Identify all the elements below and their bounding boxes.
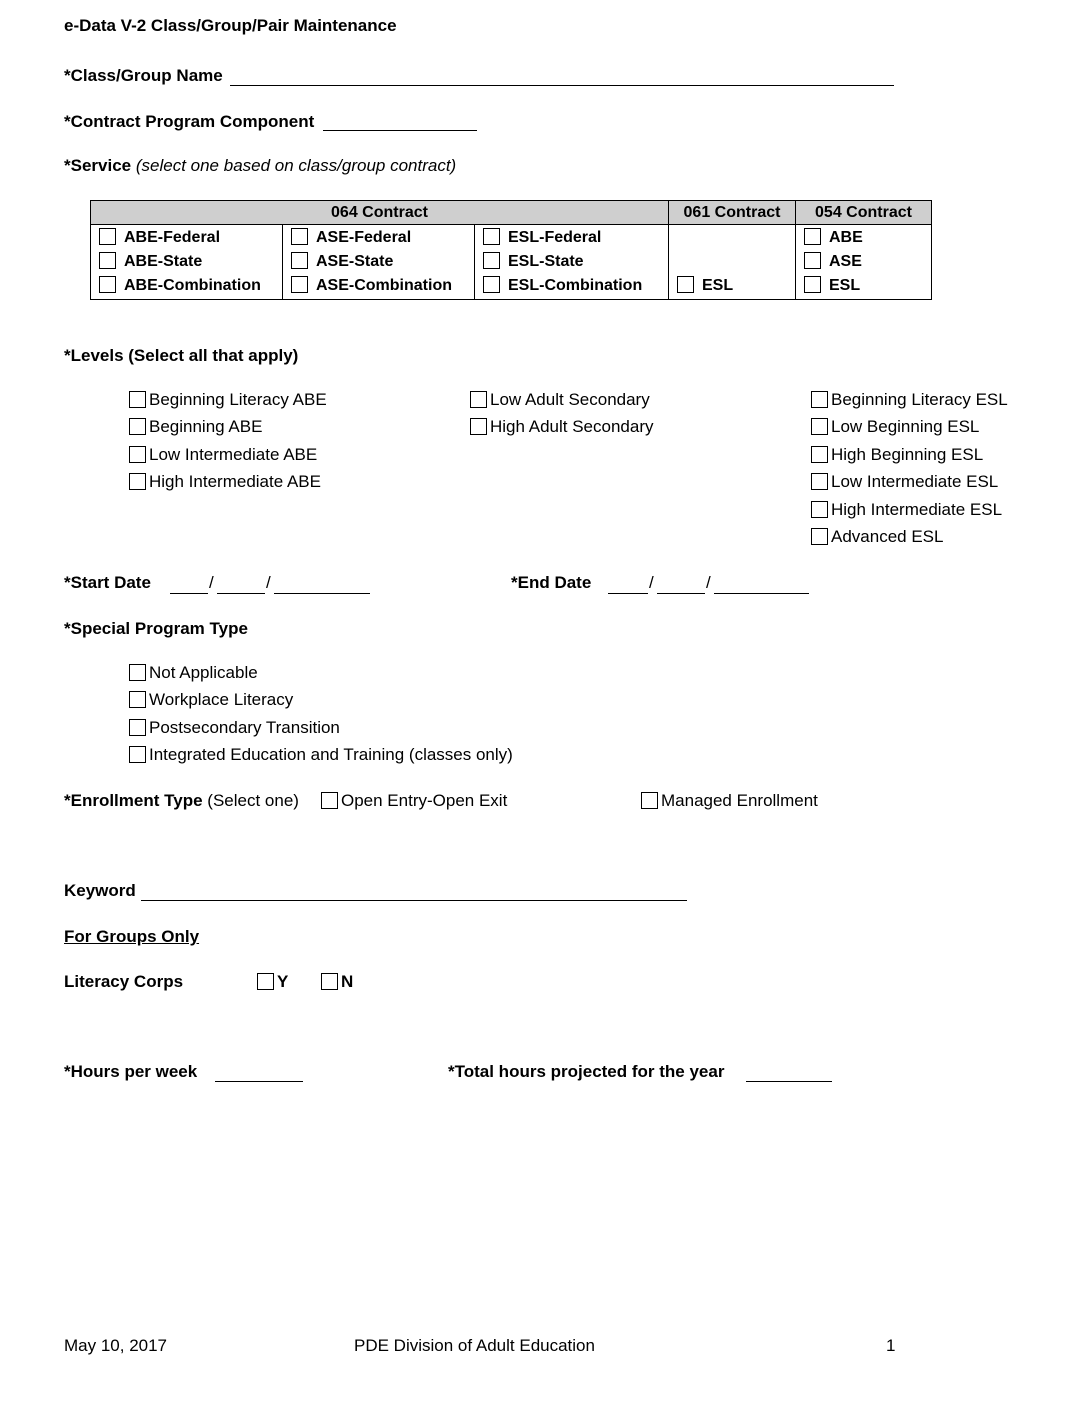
literacy-corps-no[interactable]: N xyxy=(321,972,353,992)
enrollment-hint: (Select one) xyxy=(207,791,299,810)
service-option[interactable]: ABE-Combination xyxy=(91,274,282,298)
level-option[interactable]: Low Intermediate ESL xyxy=(811,472,998,492)
enrollment-option-managed[interactable]: Managed Enrollment xyxy=(641,791,818,811)
date-separator: / xyxy=(209,573,214,592)
service-table xyxy=(90,200,932,300)
checkbox[interactable] xyxy=(321,792,338,809)
enrollment-heading xyxy=(64,791,299,811)
level-option[interactable]: Beginning Literacy ABE xyxy=(129,390,327,410)
checkbox[interactable] xyxy=(129,391,146,408)
levels-label: *Levels (Select all that apply) xyxy=(64,346,299,365)
checkbox[interactable] xyxy=(470,418,487,435)
checkbox[interactable] xyxy=(677,276,694,293)
checkbox[interactable] xyxy=(804,228,821,245)
checkbox[interactable] xyxy=(129,746,146,763)
level-option[interactable]: Low Intermediate ABE xyxy=(129,445,317,465)
checkbox[interactable] xyxy=(483,252,500,269)
contract-component-label: *Contract Program Component xyxy=(64,112,315,131)
hours-per-week-label: *Hours per week xyxy=(64,1062,198,1081)
end-month-field[interactable] xyxy=(608,593,648,594)
checkbox[interactable] xyxy=(99,228,116,245)
esl-column xyxy=(475,225,669,300)
page-number: 1 xyxy=(886,1336,896,1355)
special-program-option[interactable]: Not Applicable xyxy=(129,663,258,683)
class-group-name-field[interactable] xyxy=(230,85,894,86)
service-heading xyxy=(64,156,456,176)
checkbox[interactable] xyxy=(483,228,500,245)
level-option[interactable]: High Beginning ESL xyxy=(811,445,983,465)
level-option[interactable]: Low Beginning ESL xyxy=(811,417,979,437)
checkbox[interactable] xyxy=(129,473,146,490)
service-option[interactable]: ESL-Federal xyxy=(475,226,668,250)
footer-org: PDE Division of Adult Education xyxy=(354,1336,595,1355)
checkbox[interactable] xyxy=(641,792,658,809)
checkbox[interactable] xyxy=(811,473,828,490)
service-option[interactable]: ASE-State xyxy=(283,250,474,274)
level-option[interactable]: Beginning ABE xyxy=(129,417,262,437)
total-hours-label: *Total hours projected for the year xyxy=(448,1062,725,1081)
level-option[interactable]: Advanced ESL xyxy=(811,527,943,547)
special-program-label: *Special Program Type xyxy=(64,619,248,638)
start-date-label: *Start Date xyxy=(64,573,151,592)
keyword-label: Keyword xyxy=(64,881,136,900)
checkbox[interactable] xyxy=(291,228,308,245)
service-option[interactable]: ABE xyxy=(796,226,931,250)
service-hint: (select one based on class/group contract) xyxy=(135,156,457,175)
date-separator: / xyxy=(649,573,654,592)
ase-column xyxy=(283,225,475,300)
checkbox[interactable] xyxy=(811,446,828,463)
checkbox[interactable] xyxy=(99,276,116,293)
special-program-option[interactable]: Postsecondary Transition xyxy=(129,718,340,738)
checkbox[interactable] xyxy=(811,391,828,408)
contract-component-field[interactable] xyxy=(323,130,477,131)
abe-column xyxy=(91,225,283,300)
checkbox[interactable] xyxy=(804,252,821,269)
date-separator: / xyxy=(266,573,271,592)
level-option[interactable]: High Adult Secondary xyxy=(470,417,654,437)
checkbox[interactable] xyxy=(257,973,274,990)
checkbox[interactable] xyxy=(99,252,116,269)
checkbox[interactable] xyxy=(321,973,338,990)
checkbox[interactable] xyxy=(811,418,828,435)
hours-per-week-field[interactable] xyxy=(215,1081,303,1082)
level-option[interactable]: High Intermediate ESL xyxy=(811,500,1002,520)
class-group-name-label: *Class/Group Name xyxy=(64,66,223,85)
literacy-corps-label: Literacy Corps xyxy=(64,972,184,991)
level-option[interactable]: Beginning Literacy ESL xyxy=(811,390,1008,410)
date-separator: / xyxy=(706,573,711,592)
checkbox[interactable] xyxy=(811,528,828,545)
end-year-field[interactable] xyxy=(714,593,809,594)
page-title: e-Data V-2 Class/Group/Pair Maintenance xyxy=(64,16,397,35)
level-option[interactable]: High Intermediate ABE xyxy=(129,472,321,492)
header-064-contract: 064 Contract xyxy=(91,201,669,225)
061-column xyxy=(669,225,796,300)
service-option[interactable]: ASE xyxy=(796,250,931,274)
service-option[interactable]: ASE-Federal xyxy=(283,226,474,250)
service-option[interactable]: ABE-State xyxy=(91,250,282,274)
service-option[interactable]: ASE-Combination xyxy=(283,274,474,298)
end-date-label: *End Date xyxy=(511,573,592,592)
checkbox[interactable] xyxy=(129,691,146,708)
level-option[interactable]: Low Adult Secondary xyxy=(470,390,650,410)
header-054-contract: 054 Contract xyxy=(796,201,932,225)
service-option[interactable]: ESL-State xyxy=(475,250,668,274)
checkbox[interactable] xyxy=(129,664,146,681)
checkbox[interactable] xyxy=(129,446,146,463)
enrollment-option-open[interactable]: Open Entry-Open Exit xyxy=(321,791,507,811)
start-month-field[interactable] xyxy=(170,593,208,594)
checkbox[interactable] xyxy=(129,418,146,435)
keyword-field[interactable] xyxy=(141,900,687,901)
checkbox[interactable] xyxy=(804,276,821,293)
checkbox[interactable] xyxy=(483,276,500,293)
special-program-option[interactable]: Workplace Literacy xyxy=(129,690,293,710)
checkbox[interactable] xyxy=(129,719,146,736)
enrollment-label: *Enrollment Type xyxy=(64,791,203,810)
checkbox[interactable] xyxy=(291,252,308,269)
054-column xyxy=(796,225,932,300)
checkbox[interactable] xyxy=(470,391,487,408)
footer-date: May 10, 2017 xyxy=(64,1336,168,1355)
literacy-corps-yes[interactable]: Y xyxy=(257,972,288,992)
start-day-field[interactable] xyxy=(217,593,265,594)
service-option[interactable]: ABE-Federal xyxy=(91,226,282,250)
service-label: *Service xyxy=(64,156,132,175)
end-day-field[interactable] xyxy=(657,593,705,594)
service-option[interactable]: ESL xyxy=(796,274,931,298)
start-year-field[interactable] xyxy=(274,593,370,594)
total-hours-field[interactable] xyxy=(746,1081,832,1082)
checkbox[interactable] xyxy=(291,276,308,293)
groups-only-heading: For Groups Only xyxy=(64,927,200,946)
checkbox[interactable] xyxy=(811,501,828,518)
service-option[interactable]: ESL xyxy=(669,274,795,298)
special-program-option[interactable]: Integrated Education and Training (classes only) xyxy=(129,745,513,765)
service-option[interactable]: ESL-Combination xyxy=(475,274,668,298)
header-061-contract: 061 Contract xyxy=(669,201,796,225)
